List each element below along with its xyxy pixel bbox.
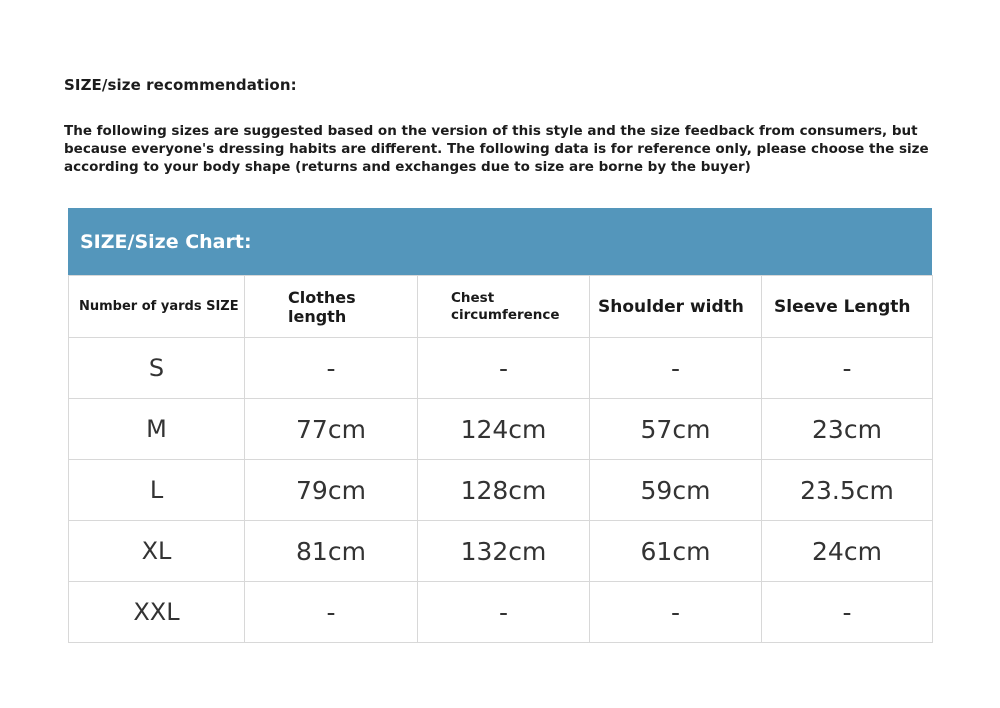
column-header-size: Number of yards SIZE <box>69 276 245 338</box>
size-table <box>68 275 933 643</box>
shoulder-cell: 61cm <box>590 521 762 582</box>
clothes-length-cell: 77cm <box>245 399 418 460</box>
size-cell: L <box>69 460 245 521</box>
size-table-header-row <box>69 276 933 338</box>
clothes-length-cell: - <box>245 338 418 399</box>
size-cell: S <box>69 338 245 399</box>
chest-cell: 124cm <box>418 399 590 460</box>
table-row <box>69 338 933 399</box>
table-row <box>69 399 933 460</box>
shoulder-cell: 59cm <box>590 460 762 521</box>
column-header-shoulder-width: Shoulder width <box>590 276 762 338</box>
table-row <box>69 521 933 582</box>
chest-cell: - <box>418 338 590 399</box>
size-recommendation-heading: SIZE/size recommendation: <box>64 76 297 94</box>
sleeve-cell: - <box>762 582 933 643</box>
size-cell: M <box>69 399 245 460</box>
size-recommendation-text: The following sizes are suggested based on the version of this style and the size feedback from consumers, but because everyone's dressing habits are different. The following data is for reference only, please choose the size according to your body shape (returns and exchanges due to size are borne by the buyer) <box>64 123 929 175</box>
column-header-sleeve-length: Sleeve Length <box>762 276 933 338</box>
column-header-clothes-length: Clothes length <box>245 276 418 338</box>
size-chart-title: SIZE/Size Chart: <box>80 230 252 253</box>
clothes-length-cell: 81cm <box>245 521 418 582</box>
clothes-length-cell: 79cm <box>245 460 418 521</box>
chest-cell: - <box>418 582 590 643</box>
sleeve-cell: - <box>762 338 933 399</box>
sleeve-cell: 24cm <box>762 521 933 582</box>
column-header-chest-circumference: Chest circumference <box>418 276 590 338</box>
sleeve-cell: 23cm <box>762 399 933 460</box>
table-row <box>69 460 933 521</box>
table-row <box>69 582 933 643</box>
sleeve-cell: 23.5cm <box>762 460 933 521</box>
shoulder-cell: - <box>590 582 762 643</box>
shoulder-cell: 57cm <box>590 399 762 460</box>
clothes-length-cell: - <box>245 582 418 643</box>
chest-cell: 132cm <box>418 521 590 582</box>
size-chart-title-bar <box>68 208 932 275</box>
size-chart <box>68 208 932 643</box>
chest-cell: 128cm <box>418 460 590 521</box>
shoulder-cell: - <box>590 338 762 399</box>
size-cell: XXL <box>69 582 245 643</box>
size-cell: XL <box>69 521 245 582</box>
